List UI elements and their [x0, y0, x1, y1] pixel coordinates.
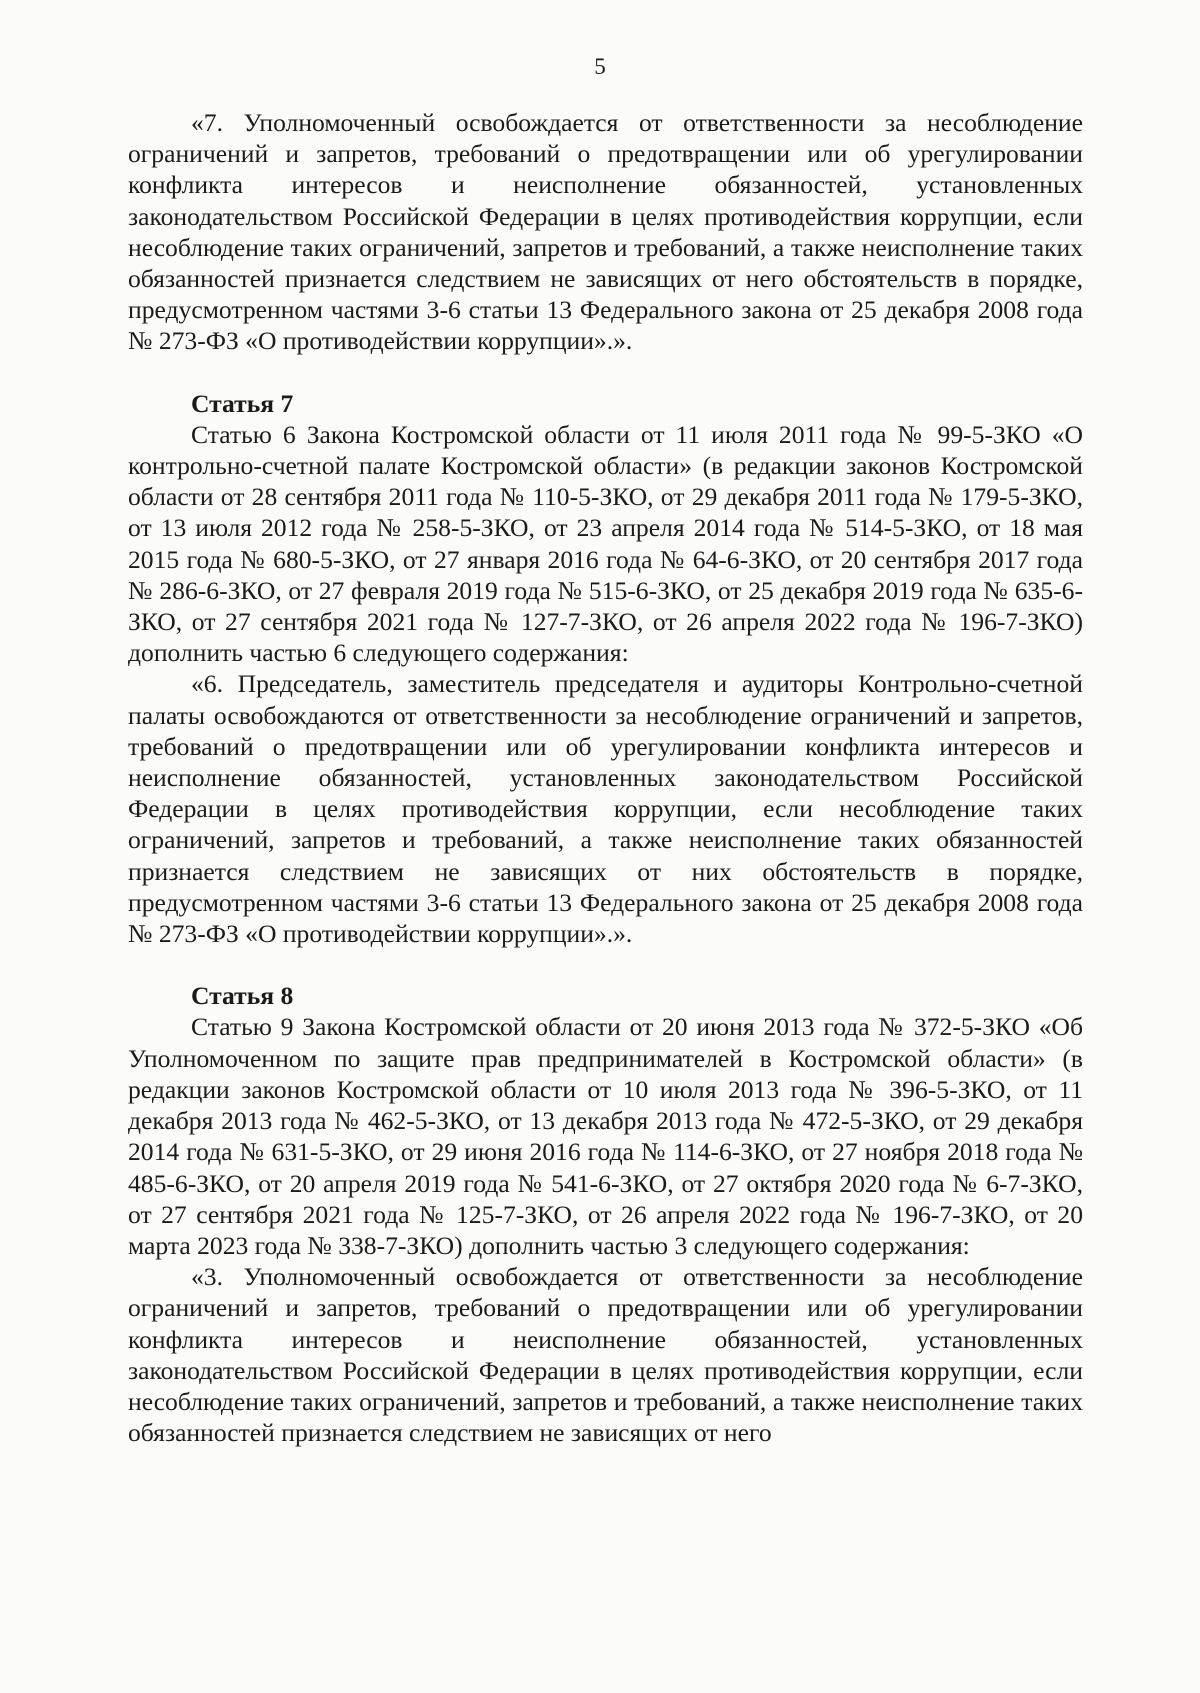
paragraph-article8-part3: «3. Уполномоченный освобождается от ответственности за несоблюдение ограничений и запретов, требований о предотвращении или об урегулировании конфликта интересов и неисполнение обязанностей, установленных законодательством Российской Федерации в целях противодействия коррупции, если несоблюдение таких ограничений, запретов и требований, а также неисполнение таких обязанностей признается следствием не зависящих от него [128, 1262, 1083, 1448]
article-8-heading: Статья 8 [191, 981, 294, 1011]
paragraph-article6-amendment-part7: «7. Уполномоченный освобождается от ответственности за несоблюдение ограничений и запретов, требований о предотвращении или об урегулировании конфликта интересов и неисполнение обязанностей, установленных законодательством Российской Федерации в целях противодействия коррупции, если несоблюдение таких ограничений, запретов и требований, а также неисполнение таких обязанностей признается следствием не зависящих от него обстоятельств в порядке, предусмотренном частями 3-6 статьи 13 Федерального закона от 25 декабря 2008 года № 273-ФЗ «О противодействии коррупции».». [128, 108, 1083, 356]
paragraph-article7-part6: «6. Председатель, заместитель председателя и аудиторы Контрольно-счетной палаты освобождаются от ответственности за несоблюдение ограничений и запретов, требований о предотвращении или об урегулировании конфликта интересов и неисполнение обязанностей, установленных законодательством Российской Федерации в целях противодействия коррупции, если несоблюдение таких ограничений, запретов и требований, а также неисполнение таких обязанностей признается следствием не зависящих от них обстоятельств в порядке, предусмотренном частями 3-6 статьи 13 Федерального закона от 25 декабря 2008 года № 273-ФЗ «О противодействии коррупции».». [128, 669, 1083, 949]
page-number: 5 [594, 54, 606, 79]
document-body [128, 107, 1083, 1448]
article-7-heading: Статья 7 [191, 388, 294, 418]
paragraph-article8-intro: Статью 9 Закона Костромской области от 20 июня 2013 года № 372-5-ЗКО «Об Уполномоченном по защите прав предпринимателей в Костромской области» (в редакции законов Костромской области от 10 июля 2013 года № 396-5-ЗКО, от 11 декабря 2013 года № 462-5-ЗКО, от 13 декабря 2013 года № 472-5-ЗКО, от 29 декабря 2014 года № 631-5-ЗКО, от 29 июня 2016 года № 114-6-ЗКО, от 27 ноября 2018 года № 485-6-ЗКО, от 20 апреля 2019 года № 541-6-ЗКО, от 27 октября 2020 года № 6-7-ЗКО, от 27 сентября 2021 года № 125-7-ЗКО, от 26 апреля 2022 года № 196-7-ЗКО, от 20 марта 2023 года № 338-7-ЗКО) дополнить частью 3 следующего содержания: [128, 1012, 1083, 1260]
paragraph-article7-intro: Статью 6 Закона Костромской области от 11 июля 2011 года № 99-5-ЗКО «О контрольно-счетной палате Костромской области» (в редакции законов Костромской области от 28 сентября 2011 года № 110-5-ЗКО, от 29 декабря 2011 года № 179-5-ЗКО, от 13 июля 2012 года № 258-5-ЗКО, от 23 апреля 2014 года № 514-5-ЗКО, от 18 мая 2015 года № 680-5-ЗКО, от 27 января 2016 года № 64-6-ЗКО, от 20 сентября 2017 года № 286-6-ЗКО, от 27 февраля 2019 года № 515-6-ЗКО, от 25 декабря 2019 года № 635-6-ЗКО, от 27 сентября 2021 года № 127-7-ЗКО, от 26 апреля 2022 года № 196-7-ЗКО) дополнить частью 6 следующего содержания: [128, 419, 1083, 668]
